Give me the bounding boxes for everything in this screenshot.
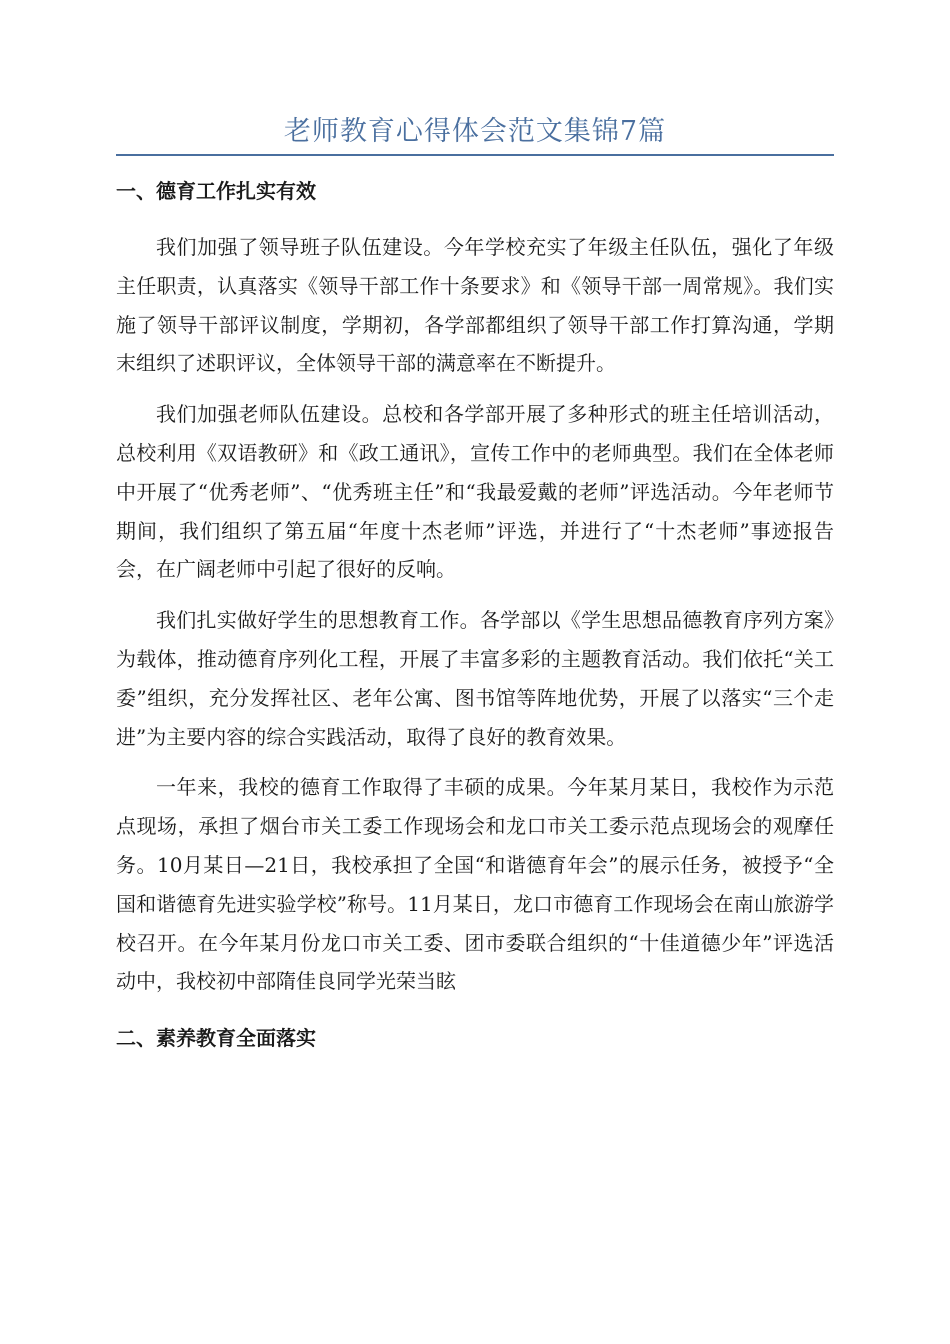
title-underline	[116, 154, 834, 156]
paragraph: 我们加强了领导班子队伍建设。今年学校充实了年级主任队伍，强化了年级主任职责，认真落实《领导干部工作十条要求》和《领导干部一周常规》。我们实施了领导干部评议制度，学期初，各学部都组织了领导干部工作打算沟通，学期末组织了述职评议，全体领导干部的满意率在不断提升。	[116, 235, 834, 376]
section-heading-2: 二、素养教育全面落实	[116, 1026, 316, 1051]
paragraph: 我们加强老师队伍建设。总校和各学部开展了多种形式的班主任培训活动，总校利用《双语教研》和《政工通讯》，宣传工作中的老师典型。我们在全体老师中开展了“优秀老师”、“优秀班主任”和“我最爱戴的老师”评选活动。今年老师节期间，我们组织了第五届“年度十杰老师”评选，并进行了“十杰老师”事迹报告会，在广阔老师中引起了很好的反响。	[116, 402, 834, 582]
document-title: 老师教育心得体会范文集锦7篇	[283, 116, 667, 147]
title-block	[116, 112, 834, 156]
paragraph: 我们扎实做好学生的思想教育工作。各学部以《学生思想品德教育序列方案》为载体，推动德育序列化工程，开展了丰富多彩的主题教育活动。我们依托“关工委”组织，充分发挥社区、老年公寓、图书馆等阵地优势，开展了以落实“三个走进”为主要内容的综合实践活动，取得了良好的教育效果。	[116, 608, 834, 749]
document-body	[116, 176, 834, 1075]
section-heading-1: 一、德育工作扎实有效	[116, 179, 316, 203]
paragraph: 一年来，我校的德育工作取得了丰硕的成果。今年某月某日，我校作为示范点现场，承担了烟台市关工委工作现场会和龙口市关工委示范点现场会的观摩任务。10月某日—21日，我校承担了全国“和谐德育年会”的展示任务，被授予“全国和谐德育先进实验学校”称号。11月某日，龙口市德育工作现场会在南山旅游学校召开。在今年某月份龙口市关工委、团市委联合组织的“十佳道德少年”评选活动中，我校初中部隋佳良同学光荣当眩	[116, 775, 834, 994]
